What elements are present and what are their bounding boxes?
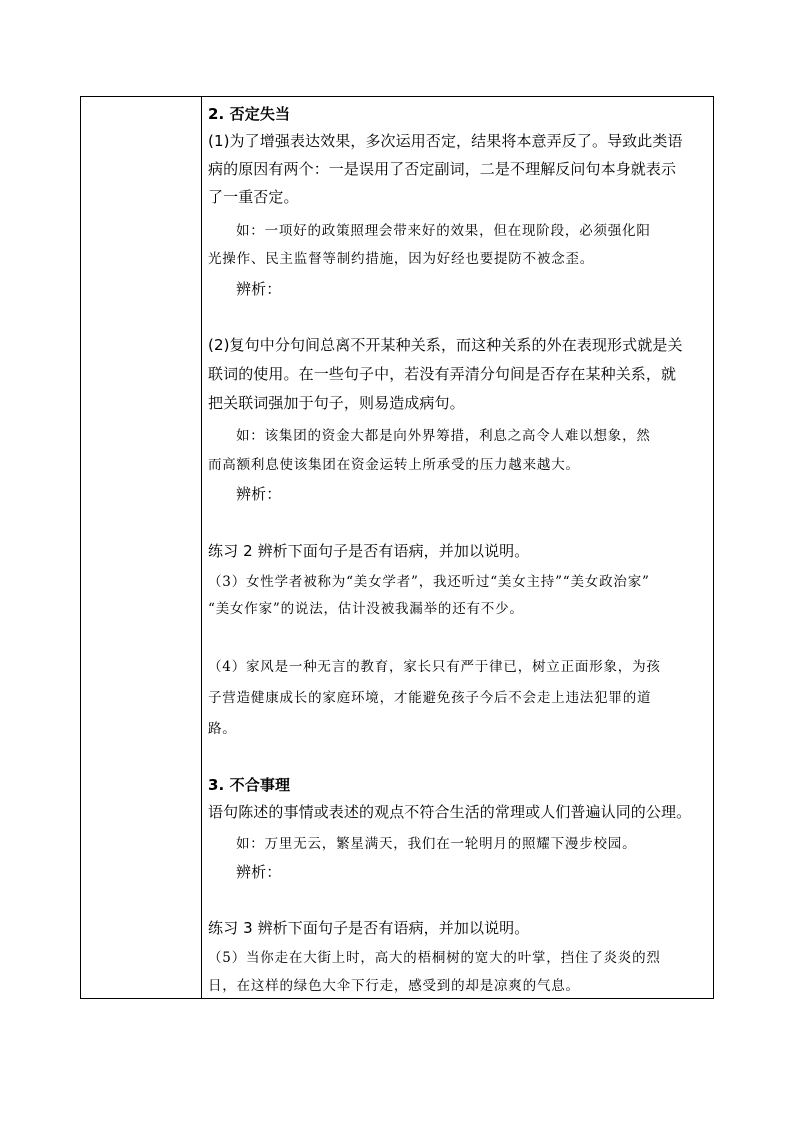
section-3-para1: 语句陈述的事情或表述的观点不符合生活的常理或人们普遍认同的公理。 <box>208 803 692 821</box>
exercise-2-q4-line1: （4）家风是一种无言的教育，家长只有严于律已，树立正面形象，为孩 <box>208 659 661 675</box>
table-right-column <box>202 97 713 998</box>
exercise-3-title: 练习 3 辨析下面句子是否有语病，并加以说明。 <box>208 919 530 937</box>
section-2-example2-line1: 如：该集团的资金大都是向外界筹措，利息之高令人难以想象，然 <box>236 428 651 444</box>
section-2-example1-line2: 光操作、民主监督等制约措施，因为好经也要提防不被念歪。 <box>208 251 595 267</box>
exercise-2-q3-line1: （3）女性学者被称为“美女学者”，我还听过“美女主持”“美女政治家” <box>208 574 650 590</box>
section-2-para2-line3: 把关联词强加于句子，则易造成病句。 <box>208 394 465 412</box>
section-2-para1-line1: (1)为了增强表达效果，多次运用否定，结果将本意弄反了。导致此类语 <box>208 132 683 150</box>
section-3-analysis-label: 辨析： <box>236 863 282 881</box>
section-2-para1-line3: 了一重否定。 <box>208 188 299 206</box>
exercise-2-q3-line2: “美女作家”的说法，估计没被我漏举的还有不少。 <box>208 601 524 617</box>
section-2-analysis1-label: 辨析： <box>236 280 282 298</box>
exercise-2-title: 练习 2 辨析下面句子是否有语病，并加以说明。 <box>208 542 530 560</box>
section-3-example1: 如：万里无云，繁星满天，我们在一轮明月的照耀下漫步校园。 <box>236 836 637 852</box>
section-2-heading: 2. 否定失当 <box>208 105 291 123</box>
section-2-para1-line2: 病的原因有两个：一是误用了否定副词，二是不理解反问句本身就表示 <box>208 160 677 178</box>
content-table <box>80 96 714 999</box>
exercise-3-q5-line1: （5）当你走在大街上时，高大的梧桐树的宽大的叶掌，挡住了炎炎的烈 <box>208 950 661 966</box>
exercise-2-q4-line2: 子营造健康成长的家庭环境，才能避免孩子今后不会走上违法犯罪的道 <box>208 690 652 706</box>
exercise-3-q5-line2: 日，在这样的绿色大伞下行走，感受到的却是凉爽的气息。 <box>208 978 580 994</box>
section-3-heading: 3. 不合事理 <box>208 776 291 794</box>
section-2-para2-line2: 联词的使用。在一些句子中，若没有弄清分句间是否存在某种关系，就 <box>208 365 677 383</box>
table-left-column <box>81 97 202 998</box>
exercise-2-q4-line3: 路。 <box>208 721 237 737</box>
section-2-example2-line2: 而高额利息使该集团在资金运转上所承受的压力越来越大。 <box>208 457 580 473</box>
section-2-analysis2-label: 辨析： <box>236 485 282 503</box>
section-2-para2-line1: (2)复句中分句间总离不开某种关系，而这种关系的外在表现形式就是关 <box>208 336 683 354</box>
section-2-example1-line1: 如：一项好的政策照理会带来好的效果，但在现阶段，必须强化阳 <box>236 223 651 239</box>
